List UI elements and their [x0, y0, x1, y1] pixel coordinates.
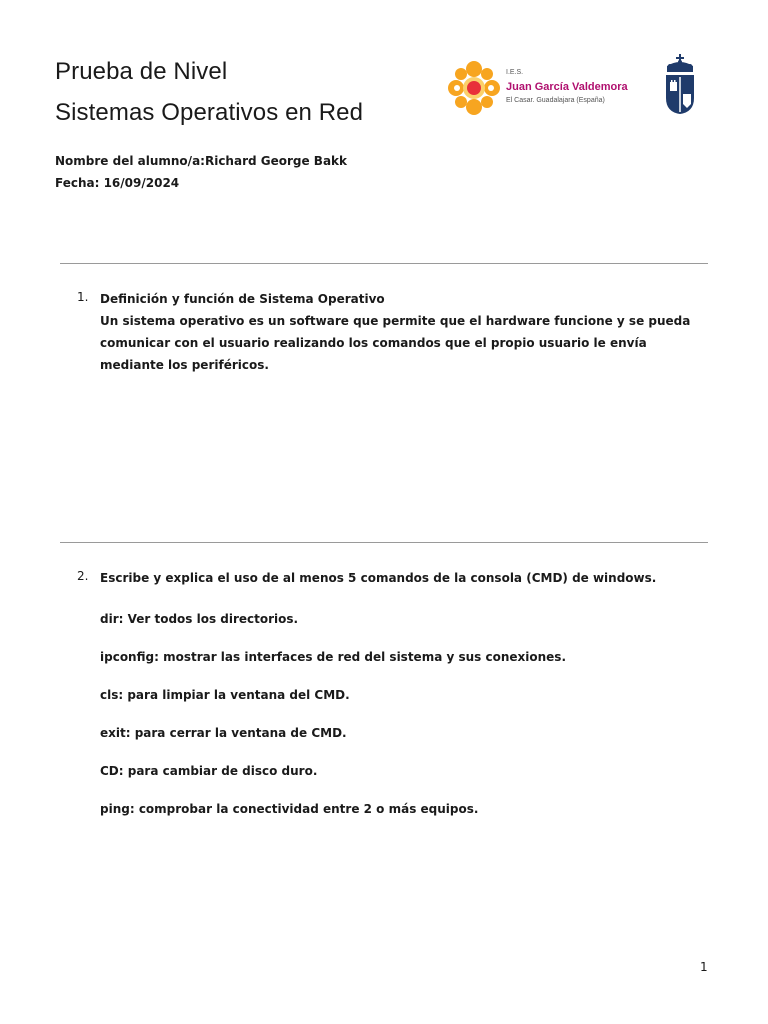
date-line: Fecha: 16/09/2024 [55, 176, 180, 190]
command-item: ping: comprobar la conectividad entre 2 o más equipos. [100, 802, 479, 816]
flower-logo-icon [448, 61, 500, 115]
logo-place: El Casar. Guadalajara (España) [506, 97, 605, 104]
command-item: exit: para cerrar la ventana de CMD. [100, 726, 347, 740]
question-title: Escribe y explica el uso de al menos 5 comandos de la consola (CMD) de windows. [100, 571, 657, 585]
page-number: 1 [700, 960, 708, 974]
command-item: CD: para cambiar de disco duro. [100, 764, 318, 778]
section-divider [60, 542, 708, 543]
question-title: Definición y función de Sistema Operativo [100, 292, 385, 306]
command-item: cls: para limpiar la ventana del CMD. [100, 688, 350, 702]
question-number: 2. [77, 569, 89, 583]
question-1-block [100, 288, 710, 376]
document-subtitle: Sistemas Operativos en Red [55, 99, 364, 126]
student-name-line: Nombre del alumno/a:Richard George Bakk [55, 154, 348, 168]
command-item: dir: Ver todos los directorios. [100, 612, 299, 626]
section-divider [60, 263, 708, 264]
crest-logo [663, 54, 697, 116]
castilla-la-mancha-crest-icon [663, 54, 697, 116]
document-title: Prueba de Nivel [55, 58, 228, 85]
logo-small-label: I.E.S. [506, 69, 524, 76]
question-answer: Un sistema operativo es un software que permite que el hardware funcione y se pueda comunicar con el usuario realizando los comandos que el propio usuario le envía mediante los periféricos. [100, 314, 691, 372]
logo-school-name: Juan García Valdemora [506, 81, 628, 93]
school-logo [448, 61, 628, 117]
command-item: ipconfig: mostrar las interfaces de red del sistema y sus conexiones. [100, 650, 567, 664]
question-number: 1. [77, 290, 89, 304]
